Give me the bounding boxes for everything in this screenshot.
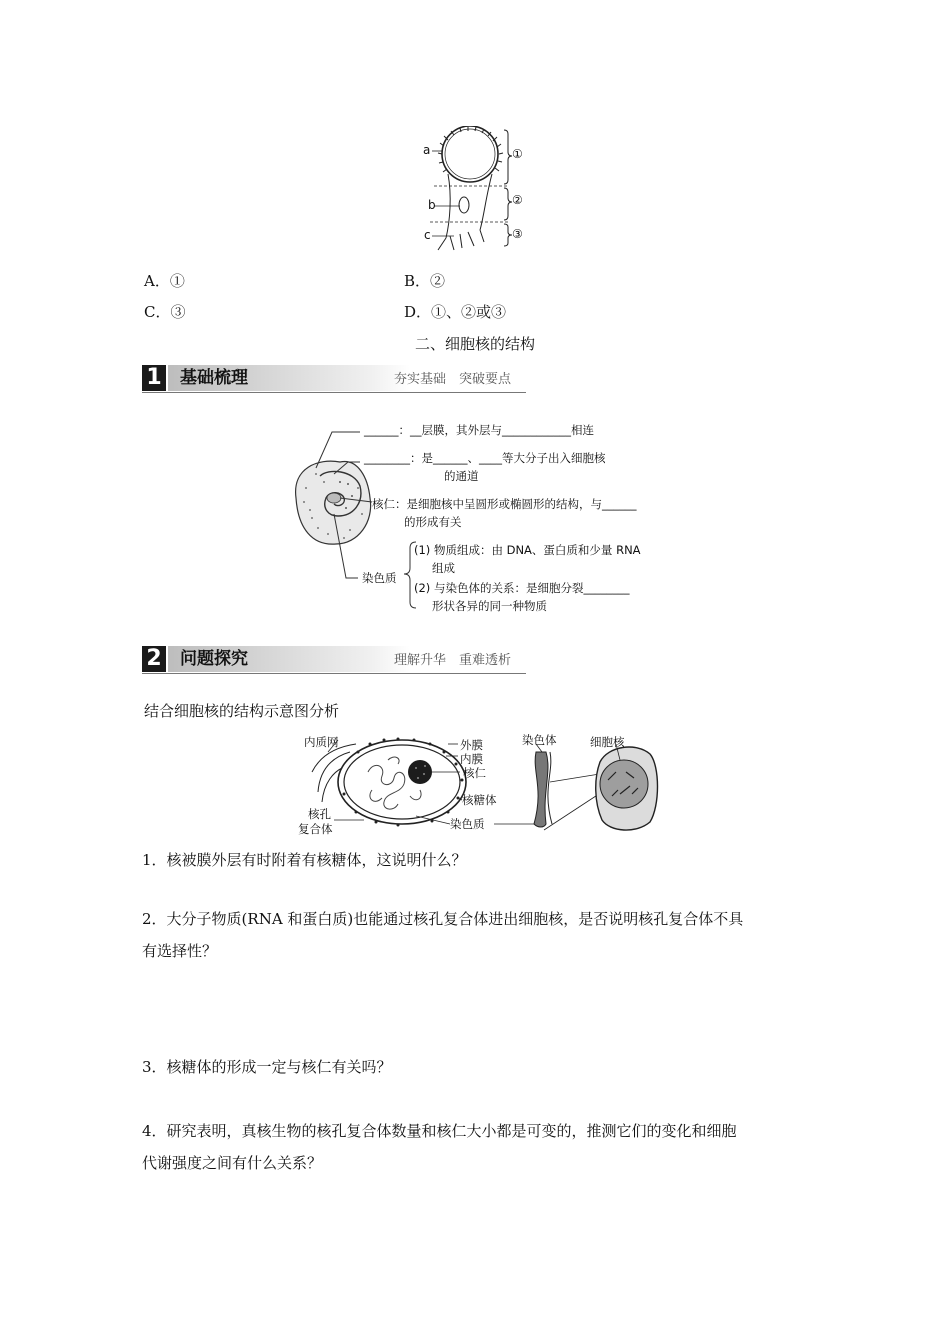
question-2-line-1: 2．大分子物质(RNA 和蛋白质)也能通过核孔复合体进出细胞核，是否说明核孔复合体不具 xyxy=(142,910,744,928)
chromatin-composition: (1) 物质组成：由 DNA、蛋白质和少量 RNA xyxy=(414,543,641,557)
banner-number: 1 xyxy=(142,365,166,391)
label-region-3: ③ xyxy=(512,227,523,241)
banner-basic-review xyxy=(142,365,526,393)
banner-rule xyxy=(142,673,526,674)
question-3: 3．核糖体的形成一定与核仁有关吗？ xyxy=(142,1058,392,1076)
banner-number: 2 xyxy=(142,646,166,672)
banner-title: 问题探究 xyxy=(180,649,248,669)
banner-subtitle: 夯实基础 突破要点 xyxy=(394,372,512,387)
label-b: b xyxy=(428,198,436,212)
nuclear-pore-blank-2: 的通道 xyxy=(444,469,479,483)
chromatin-relation: (2) 与染色体的关系：是细胞分裂________ xyxy=(414,581,630,595)
section-title: 二、细胞核的结构 xyxy=(414,335,535,353)
banner-question-explore xyxy=(142,646,526,674)
label-er: 内质网 xyxy=(304,735,339,749)
label-ribosome: 核糖体 xyxy=(462,793,497,807)
label-pore-complex: 复合体 xyxy=(298,822,333,836)
nuclear-envelope-blank: ______：__层膜，其外层与____________相连 xyxy=(364,423,594,437)
cell-region-figure xyxy=(420,126,530,256)
label-a: a xyxy=(423,143,431,157)
question-2-line-2: 有选择性？ xyxy=(142,942,218,960)
banner-subtitle: 理解升华 重难透析 xyxy=(394,653,512,668)
chromatin-relation-2: 形状各异的同一种物质 xyxy=(432,599,547,613)
nuclear-pore-blank: ________：是______、____等大分子出入细胞核 xyxy=(364,451,606,465)
option-c[interactable]: C．③ xyxy=(144,303,186,321)
nucleolus-blank: 核仁：是细胞核中呈圆形或椭圆形的结构，与______ xyxy=(372,497,637,511)
label-pore: 核孔 xyxy=(308,807,331,821)
label-nucleolus: 核仁 xyxy=(463,766,486,780)
option-d[interactable]: D．①、②或③ xyxy=(404,303,507,321)
chromatin-label: 染色质 xyxy=(362,571,397,585)
question-4-line-2: 代谢强度之间有什么关系？ xyxy=(142,1154,323,1172)
option-b[interactable]: B．② xyxy=(404,272,446,290)
nucleus-structure-figure xyxy=(288,418,668,618)
chromatin-composition-2: 组成 xyxy=(432,561,455,575)
nucleolus-blank-2: 的形成有关 xyxy=(404,515,462,529)
label-chromosome: 染色体 xyxy=(522,733,557,747)
label-outer-membrane: 外膜 xyxy=(460,738,483,752)
label-cell-nucleus: 细胞核 xyxy=(590,735,625,749)
label-region-2: ② xyxy=(512,193,523,207)
question-4-line-1: 4．研究表明，真核生物的核孔复合体数量和核仁大小都是可变的，推测它们的变化和细胞 xyxy=(142,1122,737,1140)
label-region-1: ① xyxy=(512,147,523,161)
label-c: c xyxy=(424,228,431,242)
banner-title: 基础梳理 xyxy=(180,368,248,388)
label-chromatin: 染色质 xyxy=(450,817,485,831)
label-inner-membrane: 内膜 xyxy=(460,752,483,766)
option-a[interactable]: A．① xyxy=(144,272,185,290)
intro-text: 结合细胞核的结构示意图分析 xyxy=(144,702,340,720)
question-1: 1．核被膜外层有时附着有核糖体，这说明什么？ xyxy=(142,851,467,869)
nucleus-diagram xyxy=(298,732,662,836)
banner-rule xyxy=(142,392,526,393)
